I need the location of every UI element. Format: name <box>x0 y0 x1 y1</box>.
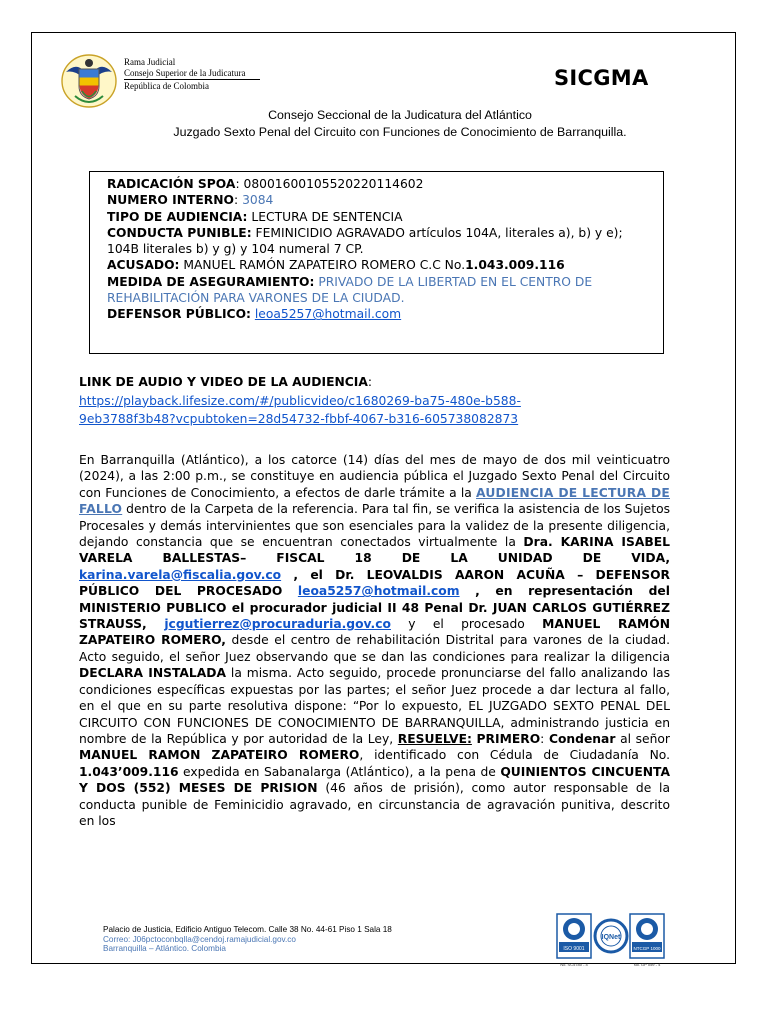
seal-ntcgp-label: NTCGP 1000 <box>633 946 661 951</box>
numero-interno-value: 3084 <box>242 193 274 208</box>
institution-divider <box>124 79 260 80</box>
case-defensor: DEFENSOR PÚBLICO: leoa5257@hotmail.com <box>107 307 402 322</box>
case-radicacion: RADICACIÓN SPOA: 08001600105520220114602 <box>107 177 424 191</box>
institution-line-1: Rama Judicial <box>124 57 176 67</box>
seal-iso-label: ISO 9001 <box>563 946 585 952</box>
institution-line-2: Consejo Superior de la Judicatura <box>124 67 246 78</box>
case-info-box <box>89 171 664 354</box>
subtitle-court: Juzgado Sexto Penal del Circuito con Funciones de Conocimiento de Barranquilla. <box>173 125 627 139</box>
footer-address <box>103 925 392 954</box>
case-conducta: CONDUCTA PUNIBLE: FEMINICIDIO AGRAVADO artículos 104A, literales a), b) y e); 104B literales b) y g) y 104 numeral 7 CP. <box>107 225 623 257</box>
footer-line-1: Palacio de Justicia, Edificio Antiguo Telecom. Calle 38 No. 44-61 Piso 1 Sala 18 <box>103 925 392 934</box>
defensor-email-link[interactable]: leoa5257@hotmail.com <box>254 307 402 322</box>
ntcgp-seal <box>630 914 664 967</box>
seal-iqnet-label: IQNet <box>601 934 621 941</box>
case-medida: MEDIDA DE ASEGURAMIENTO: PRIVADO DE LA LIBERTAD EN EL CENTRO DE REHABILITACIÓN PARA VARONES DE LA CIUDAD. <box>107 274 593 306</box>
seal-iso-number: No. SC5780 - 4 <box>560 962 588 967</box>
icontec-iso-seal <box>557 914 591 967</box>
institution-block <box>124 57 260 92</box>
certification-seals <box>556 912 666 972</box>
hearing-record-text: En Barranquilla (Atlántico), a los catorce (14) días del mes de mayo de dos mil veinticuatro (2024), a las 2:00 p.m., se constituye en audiencia pública el Juzgado Sexto Penal del Circuito con Funciones de Conocimiento, a efectos de darle trámite a la AUDIENCIA DE LECTURA DE FALLO dentro de la Carpeta de la referencia. Para tal fin, se verifica la asistencia de los Sujetos Procesales y demás intervinientes que son esenciales para la validez de la presente diligencia, dejando constancia que se encuentran conectados virtualmente la Dra. KARINA ISABEL VARELA BALLESTAS– FISCAL 18 DE LA UNIDAD DE VIDA, karina.varela@fiscalia.gov.co , el Dr. LEOVALDIS AARON ACUÑA – DEFENSOR PÚBLICO DEL PROCESADO leoa5257@hotmail.com , en representación del MINISTERIO PUBLICO el procurador judicial II 48 Penal Dr. JUAN CARLOS GUTIÉRREZ STRAUSS, jcgutierrez@procuraduria.gov.co y el procesado MANUEL RAMÓN ZAPATEIRO ROMERO, desde el centro de rehabilitación Distrital para varones de la ciudad. Acto seguido, el señor Juez observando que se dan las condiciones para realizar la diligencia DECLARA INSTALADA la misma. Acto seguido, procede pronunciarse del fallo analizando las condiciones específicas expuestas por las partes; el señor Juez procede a dar lectura al fallo, en el que en su parte resolutiva dispone: “Por lo expuesto, EL JUZGADO SEXTO PENAL DEL CIRCUITO CON FUNCIONES DE CONOCIMIENTO DE BARRANQUILLA, administrando justicia en nombre de la República y por autoridad de la Ley, RESUELVE: PRIMERO: Condenar al señor MANUEL RAMON ZAPATEIRO ROMERO, identificado con Cédula de Ciudadanía No. 1.043’009.116 expedida en Sabanalarga (Atlántico), a la pena de QUINIENTOS CINCUENTA Y DOS (552) MESES DE PRISION (46 años de prisión), como autor responsable de la conducta punible de Feminicidio agravado, en circunstancia de agravación punitiva, descrito en los <box>79 453 671 828</box>
seal-ntcgp-number: No. GP 059 - 4 <box>633 962 661 967</box>
procurador-email-link[interactable]: jcgutierrez@procuraduria.gov.co <box>164 617 391 632</box>
hearing-title-highlight: AUDIENCIA DE LECTURA DE FALLO <box>79 485 670 517</box>
system-code: SICGMA <box>554 66 649 90</box>
colombia-coat-of-arms-logo <box>60 52 118 108</box>
case-acusado: ACUSADO: MANUEL RAMÓN ZAPATEIRO ROMERO C.C No.1.043.009.116 <box>107 258 565 273</box>
institution-line-3: República de Colombia <box>124 81 209 91</box>
defensor-email-link-body[interactable]: leoa5257@hotmail.com <box>297 584 460 599</box>
video-link-url-part2[interactable]: 9eb3788f3b48?vcpubtoken=28d54732-fbbf-4067-b316-605738082873 <box>79 412 519 427</box>
footer-city: Barranquilla – Atlántico. Colombia <box>103 944 226 954</box>
case-tipo-audiencia: TIPO DE AUDIENCIA: LECTURA DE SENTENCIA <box>107 209 403 224</box>
subtitle-council: Consejo Seccional de la Judicatura del Atlántico <box>268 108 532 122</box>
video-link-section <box>79 373 669 429</box>
iqnet-seal <box>595 920 627 952</box>
case-numero-interno: NUMERO INTERNO: 3084 <box>107 193 274 208</box>
footer-email: Correo: J06pctoconbqlla@cendoj.ramajudicial.gov.co <box>103 934 296 944</box>
video-link-label: LINK DE AUDIO Y VIDEO DE LA AUDIENCIA: <box>79 375 373 389</box>
video-link-url-part1[interactable]: https://playback.lifesize.com/#/publicvideo/c1680269-ba75-480e-b588- <box>79 393 521 408</box>
fiscal-email-link[interactable]: karina.varela@fiscalia.gov.co <box>79 567 282 582</box>
resuelve-heading: RESUELVE: <box>397 731 472 746</box>
